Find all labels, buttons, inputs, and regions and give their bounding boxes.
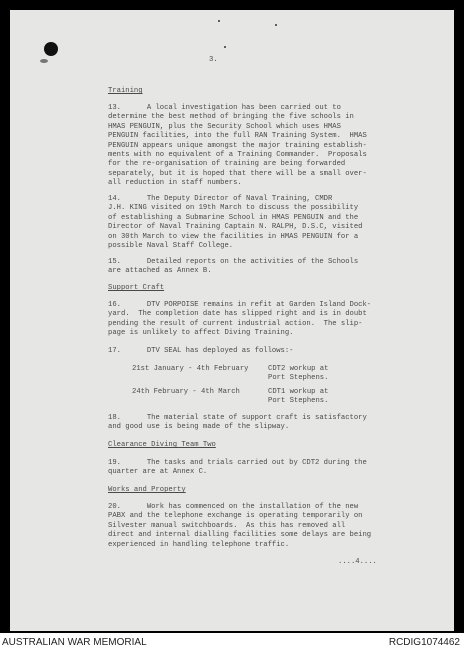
deployment-1-unit: CDT2 workup at Port Stephens. [268, 365, 329, 383]
heading-support-craft: Support Craft [108, 284, 165, 292]
heading-training: Training [108, 87, 143, 95]
paragraph-18: 18. The material state of support craft is satisfactory and good use is being made of the slipway. [108, 414, 367, 432]
paragraph-15: 15. Detailed reports on the activities of the Schools are attached as Annex B. [108, 258, 359, 276]
punch-hole [44, 42, 58, 56]
paragraph-19: 19. The tasks and trials carried out by CDT2 during the quarter are at Annex C. [108, 459, 367, 477]
speck [224, 46, 226, 48]
archive-footer [0, 633, 464, 653]
punch-hole-mark [40, 59, 48, 63]
record-id: RCDIG1074462 [388, 637, 460, 648]
paragraph-17: 17. DTV SEAL has deployed as follows:- [108, 347, 294, 355]
paragraph-14: 14. The Deputy Director of Naval Training, CMDR J.H. KING visited on 19th March to discuss the possibility of establishing a Submarine School in HMAS PENGUIN and the Director of Naval Training Captain N. RALPH, D.S.C, visited on 30th March to view the facilities in HMAS PENGUIN for a possible Naval Staff College. [108, 195, 363, 251]
paragraph-20: 20. Work has commenced on the installation of the new PABX and the telephone exchange is operating temporarily on Silvester manual switchboards. As this has removed all direct and internal dialling facilities some delays are being experienced in handling telephone traffic. [108, 503, 372, 549]
heading-clearance-diving: Clearance Diving Team Two [108, 441, 216, 449]
heading-works-property: Works and Property [108, 486, 186, 494]
speck [218, 20, 220, 22]
deployment-2-dates: 24th February - 4th March [132, 388, 240, 396]
paragraph-16: 16. DTV PORPOISE remains in refit at Garden Island Dock- yard. The completion date has slipped right and is in doubt pending the result of current industrial action. The slip- page is unlikely to affect Diving Training. [108, 301, 372, 338]
continuation-marker: ....4.... [338, 558, 377, 566]
page-number: 3. [209, 56, 218, 64]
archive-name: AUSTRALIAN WAR MEMORIAL [2, 637, 147, 648]
document-page [10, 10, 454, 631]
deployment-1-dates: 21st January - 4th February [132, 365, 249, 373]
deployment-2-unit: CDT1 workup at Port Stephens. [268, 388, 329, 406]
paragraph-13: 13. A local investigation has been carried out to determine the best method of bringing the five schools in HMAS PENGUIN, plus the Security School which uses HMAS PENGUIN facilities, into the full RAN Training System. HMAS PENGUIN appears unique amongst the major training establish- ments with no equivalent of a Training Commander. Proposals for the re-organisation of training are being forwarded separately, but it is hoped that there will be a small over- all reduction in staff numbers. [108, 104, 367, 188]
speck [275, 24, 277, 26]
